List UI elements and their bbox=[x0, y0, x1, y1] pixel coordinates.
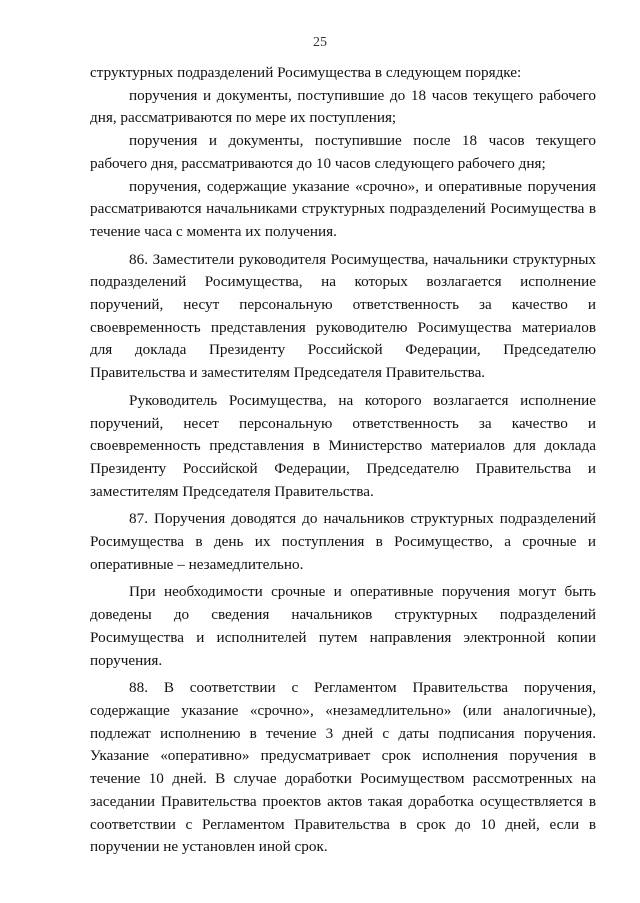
paragraph-before-18: поручения и документы, поступившие до 18 часов текущего рабочего дня, рассматриваются по мере их поступления; bbox=[90, 86, 596, 127]
paragraph-continuation: структурных подразделений Росимущества в следующем порядке: bbox=[90, 64, 522, 81]
paragraph-88: 88. В соответствии с Регламентом Правительства поручения, содержащие указание «срочно», «незамедлительно» (или аналогичные), подлежат исполнению в течение 3 дней с даты подписания поручения. Указание «оперативно» предусматривает срок исполнения поручения в течение 10 дней. В случае доработки Росимуществом рассмотренных на заседании Правительства проектов актов такая доработка осуществляется в соответствии с Регламентом Правительства в срок до 10 дней, если в поручении не установлен иной срок. bbox=[90, 679, 596, 856]
document-body bbox=[90, 62, 596, 859]
paragraph-head-responsibility: Руководитель Росимущества, на которого возлагается исполнение поручений, несет персональную ответственность за качество и своевременность представления в Министерство материалов для доклада Президенту Российской Федерации, Председателю Правительства и заместителям Председателя Правительства. bbox=[90, 391, 596, 500]
paragraph-87: 87. Поручения доводятся до начальников структурных подразделений Росимущества в день их поступления в Росимущество, а срочные и оперативные – незамедлительно. bbox=[90, 510, 596, 573]
paragraph-86: 86. Заместители руководителя Росимущества, начальники структурных подразделений Росимущества, на которых возлагается исполнение поручений, несут персональную ответственность за качество и своевременность представления руководителю Росимущества материалов для доклада Президенту Российской Федерации, Председателю Правительства и заместителям Председателя Правительства. bbox=[90, 250, 596, 382]
paragraph-after-18: поручения и документы, поступившие после 18 часов текущего рабочего дня, рассматриваются до 10 часов следующего рабочего дня; bbox=[90, 132, 596, 172]
page-number: 25 bbox=[313, 35, 327, 50]
paragraph-electronic-copy: При необходимости срочные и оперативные поручения могут быть доведены до сведения начальников структурных подразделений Росимущества и исполнителей путем направления электронной копии поручения. bbox=[90, 583, 596, 669]
paragraph-urgent: поручения, содержащие указание «срочно», и оперативные поручения рассматриваются начальниками структурных подразделений Росимущества в течение часа с момента их получения. bbox=[90, 177, 596, 240]
